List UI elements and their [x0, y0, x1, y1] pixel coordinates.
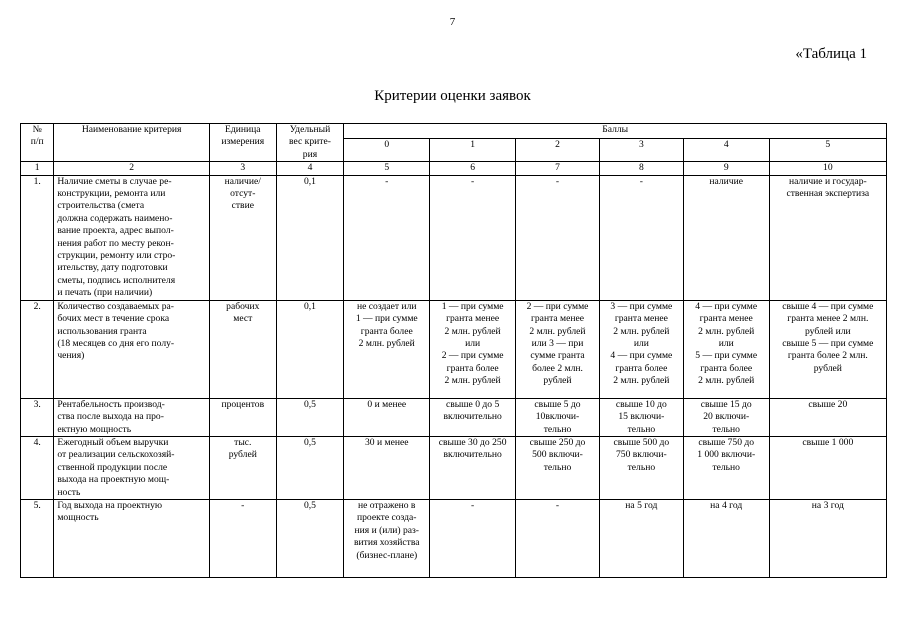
row-number: 5.: [21, 499, 54, 577]
column-number: 8: [599, 162, 683, 175]
row-number: 4.: [21, 436, 54, 499]
column-number: 4: [276, 162, 344, 175]
criterion-unit: рабочих мест: [209, 300, 276, 398]
criterion-unit: тыс. рублей: [209, 436, 276, 499]
score-header: 4: [683, 139, 769, 162]
column-number: 2: [54, 162, 210, 175]
score-cell: свыше 20: [769, 398, 886, 436]
score-cell: на 3 год: [769, 499, 886, 577]
row-number: 2.: [21, 300, 54, 398]
score-header: 3: [599, 139, 683, 162]
score-cell: -: [430, 175, 516, 300]
column-number: 6: [430, 162, 516, 175]
score-cell: свыше 30 до 250 включительно: [430, 436, 516, 499]
score-cell: -: [516, 499, 600, 577]
score-cell: свыше 0 до 5 включительно: [430, 398, 516, 436]
score-cell: на 4 год: [683, 499, 769, 577]
score-cell: свыше 1 000: [769, 436, 886, 499]
table-reference: «Таблица 1: [795, 46, 867, 62]
score-cell: не отражено в проекте созда- ния и (или) раз- вития хозяйства (бизнес-плане): [344, 499, 430, 577]
score-cell: свыше 250 до 500 включи- тельно: [516, 436, 600, 499]
column-number: 3: [209, 162, 276, 175]
criterion-unit: процентов: [209, 398, 276, 436]
score-cell: 30 и менее: [344, 436, 430, 499]
table-row: [21, 175, 887, 300]
score-cell: свыше 4 — при сумме гранта менее 2 млн. рублей или свыше 5 — при сумме гранта более 2 млн. рублей: [769, 300, 886, 398]
header-scores: Баллы: [344, 124, 887, 139]
score-cell: 4 — при сумме гранта менее 2 млн. рублей или 5 — при сумме гранта более 2 млн. рублей: [683, 300, 769, 398]
criterion-weight: 0,5: [276, 398, 344, 436]
score-cell: свыше 15 до 20 включи- тельно: [683, 398, 769, 436]
header-row: [21, 124, 887, 139]
column-number: 5: [344, 162, 430, 175]
criterion-weight: 0,5: [276, 436, 344, 499]
header-weight: Удельный вес крите- рия: [276, 124, 344, 162]
criterion-weight: 0,1: [276, 300, 344, 398]
document-title: Критерии оценки заявок: [374, 88, 531, 104]
table-row: [21, 398, 887, 436]
table-row: [21, 436, 887, 499]
table-row: [21, 300, 887, 398]
score-cell: -: [430, 499, 516, 577]
column-number: 7: [516, 162, 600, 175]
table-row: [21, 499, 887, 577]
criterion-weight: 0,5: [276, 499, 344, 577]
score-header: 1: [430, 139, 516, 162]
score-cell: -: [599, 175, 683, 300]
criterion-name: Рентабельность производ- ства после выхода на про- ектную мощность: [54, 398, 210, 436]
score-cell: 3 — при сумме гранта менее 2 млн. рублей или 4 — при сумме гранта более 2 млн. рублей: [599, 300, 683, 398]
criterion-name: Ежегодный объем выручки от реализации сельскохозяй- ственной продукции после выхода на проектную мощ- ность: [54, 436, 210, 499]
score-cell: наличие: [683, 175, 769, 300]
score-cell: свыше 10 до 15 включи- тельно: [599, 398, 683, 436]
column-number: 1: [21, 162, 54, 175]
score-cell: 2 — при сумме гранта менее 2 млн. рублей или 3 — при сумме гранта более 2 млн. рублей: [516, 300, 600, 398]
score-cell: -: [516, 175, 600, 300]
header-name: Наименование критерия: [54, 124, 210, 162]
score-cell: не создает или 1 — при сумме гранта более 2 млн. рублей: [344, 300, 430, 398]
header-unit: Единица измерения: [209, 124, 276, 162]
score-cell: свыше 5 до 10включи- тельно: [516, 398, 600, 436]
score-cell: свыше 500 до 750 включи- тельно: [599, 436, 683, 499]
score-cell: свыше 750 до 1 000 включи- тельно: [683, 436, 769, 499]
score-header: 0: [344, 139, 430, 162]
score-cell: 0 и менее: [344, 398, 430, 436]
column-number: 9: [683, 162, 769, 175]
column-numbers-row: [21, 162, 887, 175]
score-cell: -: [344, 175, 430, 300]
criterion-weight: 0,1: [276, 175, 344, 300]
score-cell: наличие и государ- ственная экспертиза: [769, 175, 886, 300]
criterion-name: Количество создаваемых ра- бочих мест в течение срока использования гранта (18 месяцев со дня его полу- чения): [54, 300, 210, 398]
row-number: 3.: [21, 398, 54, 436]
criterion-unit: наличие/ отсут- ствие: [209, 175, 276, 300]
column-number: 10: [769, 162, 886, 175]
criteria-table: [20, 123, 887, 578]
row-number: 1.: [21, 175, 54, 300]
score-cell: 1 — при сумме гранта менее 2 млн. рублей или 2 — при сумме гранта более 2 млн. рублей: [430, 300, 516, 398]
criterion-name: Наличие сметы в случае ре- конструкции, ремонта или строительства (смета должна содержать наимено- вание проекта, адрес выпол- нения работ по месту рекон- струкции, ремонту или стро- ительству, дату подготовки сметы, подпись исполнителя и печать (при наличии): [54, 175, 210, 300]
criterion-name: Год выхода на проектную мощность: [54, 499, 210, 577]
header-num: № п/п: [21, 124, 54, 162]
page-number: 7: [449, 16, 456, 28]
score-header: 5: [769, 139, 886, 162]
score-cell: на 5 год: [599, 499, 683, 577]
score-header: 2: [516, 139, 600, 162]
criterion-unit: -: [209, 499, 276, 577]
